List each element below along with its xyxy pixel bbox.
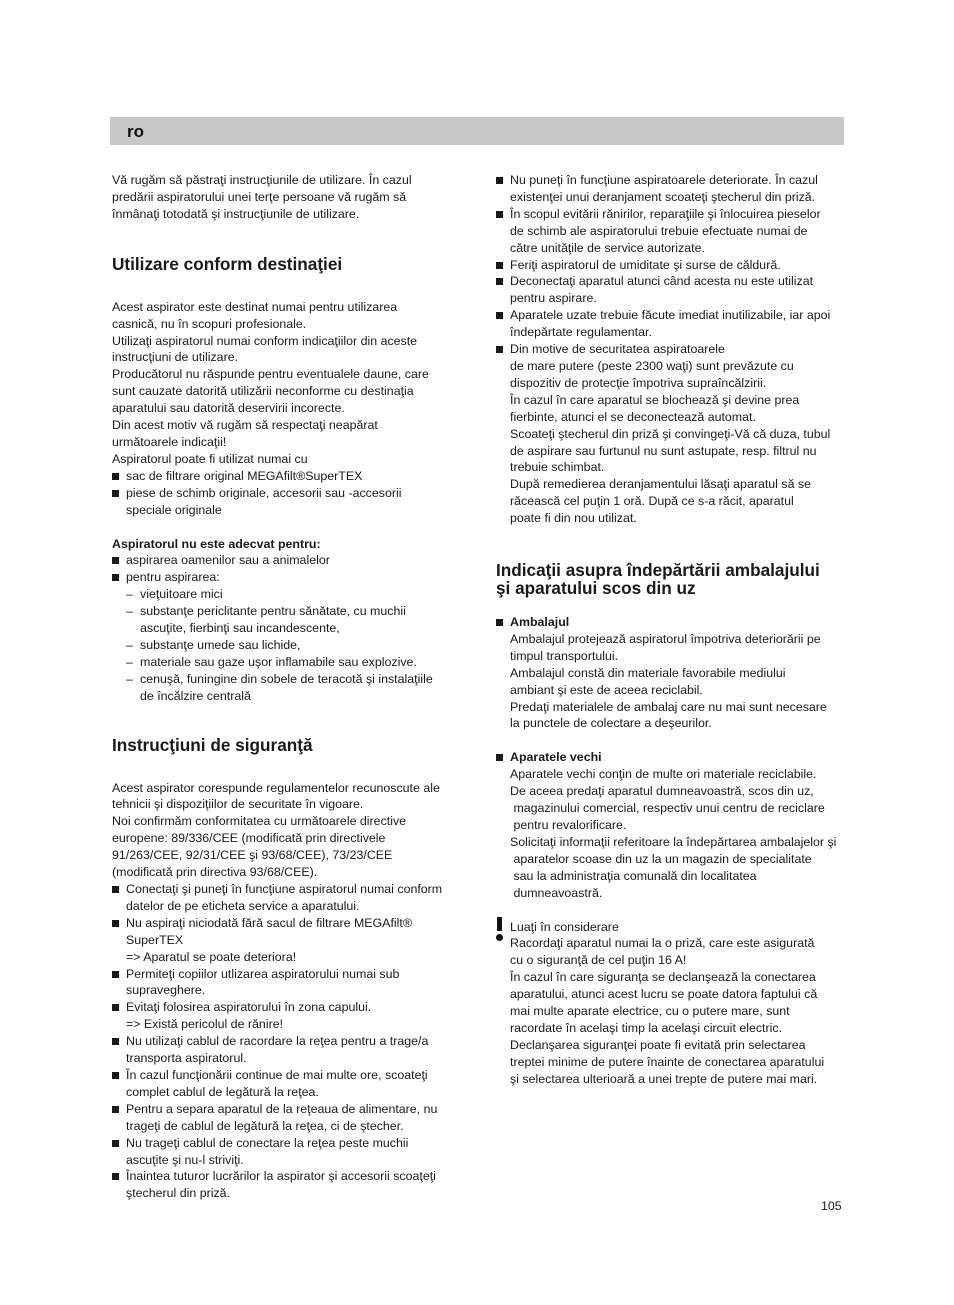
text-line: Noi confirmăm conformitatea cu următoarele directive — [112, 814, 407, 829]
text-line: dispozitiv de protecţie împotriva supraîncălzirii. — [510, 375, 767, 390]
sub-list-item: – substanţe umede sau lichide, — [112, 637, 462, 654]
safety-heading: Instrucţiuni de siguranţă — [112, 734, 313, 755]
list-item — [112, 915, 462, 966]
text-line: înmânaţi totodată şi instrucţiunile de utilizare. — [112, 206, 360, 221]
text-line: cu o siguranţă de cel puţin 16 A! — [510, 953, 687, 968]
text-line: racordate în acelaşi timp la acelaşi circuit electric. — [510, 1020, 783, 1035]
language-code: ro — [127, 122, 144, 141]
text-line: vieţuitoare mici — [140, 587, 223, 602]
text-line: ambiant şi este de aceea reciclabil. — [510, 682, 703, 697]
page-number: 105 — [821, 1199, 842, 1213]
text-line: pentru revalorificare. — [510, 818, 627, 832]
text-line: => Există pericolul de rănire! — [126, 1017, 284, 1032]
text-line: De aceea predaţi aparatul dumneavoastră, scos din uz, — [510, 784, 814, 799]
text-line: supraveghere. — [126, 983, 206, 998]
text-line: la punctele de colectare a deşeurilor. — [510, 716, 712, 731]
old-appliances-paragraph — [496, 766, 844, 901]
list-item — [112, 1168, 462, 1202]
text-line: Evitaţi folosirea aspiratorului în zona capului. — [126, 1000, 372, 1015]
list-item — [496, 341, 844, 527]
text-line: aparatului, atunci acest lucru se poate datora faptului că — [510, 987, 818, 1002]
list-item — [112, 881, 462, 915]
text-line: Acest aspirator corespunde regulamentelor recunoscute ale — [112, 780, 440, 795]
text-line: sunt cauzate datorită utilizării neconforme cu destinaţia — [112, 384, 414, 399]
list-item — [496, 307, 844, 341]
text-line: răcească cel puţin 1 oră. După ce s-a răcit, aparatul — [510, 494, 794, 509]
text-line: Feriţi aspiratorul de umiditate şi surse de căldură. — [510, 257, 781, 272]
warning-exclamation-icon — [496, 917, 504, 943]
text-line: Racordaţi aparatul numai la o priză, care este asigurată — [510, 936, 815, 951]
text-line: europene: 89/336/CEE (modificată prin directivele — [112, 831, 386, 846]
text-line: În cazul funcţionării continue de mai multe ore, scoateţi — [126, 1067, 428, 1082]
text-line: materiale sau gaze uşor inflamabile sau explozive. — [140, 654, 417, 669]
text-line: 91/263/CEE, 92/31/CEE şi 93/68/CEE), 73/23/CEE — [112, 848, 393, 863]
sub-list-item: – substanţe periclitante pentru sănătate, cu muchii ascuţite, fierbinţi sau incandescente, — [112, 603, 462, 637]
text-line: existenţei unui deranjament scoateţi ştecherul din priză. — [510, 189, 816, 204]
text-line: substanţe periclitante pentru sănătate, cu muchii — [140, 604, 406, 619]
note-heading: Luaţi în considerare — [510, 919, 619, 934]
text-line: Scoateţi ştecherul din priză şi convingeţi-Vă că duza, tubul — [510, 426, 831, 441]
usage-heading: Utilizare conform destinaţiei — [112, 253, 343, 274]
list-item — [112, 1101, 462, 1135]
text-line: Solicitaţi informaţii referitoare la îndepărtarea ambalajelor şi — [510, 834, 837, 849]
disposal-heading — [496, 561, 844, 597]
list-item — [496, 206, 844, 257]
old-appliances-heading: Aparatele vechi — [496, 749, 844, 766]
text-line: transporta aspiratorul. — [126, 1051, 247, 1066]
text-line: aparatelor scoase din uz la un magazin de specialitate — [510, 851, 812, 866]
text-line: Nu puneţi în funcţiune aspiratoarele deteriorate. În cazul — [510, 173, 818, 187]
list-item — [112, 1067, 462, 1101]
list-item — [112, 468, 462, 485]
text-line: Aparatele vechi conţin de multe ori materiale reciclabile. — [510, 767, 817, 782]
text-line: Ambalajul protejează aspiratorul împotriva deteriorării pe — [510, 631, 821, 646]
text-line: ascuţite, fierbinţi sau incandescente, — [140, 621, 340, 636]
text-line: În cazul în care aparatul se blochează şi devine prea — [510, 392, 800, 407]
text-line: aspirarea oamenilor sau a animalelor — [126, 553, 330, 568]
left-column — [112, 172, 462, 1202]
text-line: În cazul în care siguranţa se declanşează la conectarea — [510, 970, 816, 985]
packaging-paragraph — [496, 631, 844, 732]
text-line: casnică, nu în scopuri profesionale. — [112, 316, 307, 331]
text-line: trageţi de cablul de legătură la reţea, ci de ştecher. — [126, 1118, 404, 1133]
sub-list-item: – vieţuitoare mici — [112, 586, 462, 603]
text-line: predării aspiratorului unei terţe persoane vă rugăm să — [112, 189, 407, 204]
language-header-bar — [110, 117, 844, 145]
text-line: Aparatele uzate trebuie făcute imediat inutilizabile, iar apoi — [510, 308, 831, 323]
text-line: piese de schimb originale, accesorii sau -accesorii — [126, 485, 402, 500]
list-item — [496, 273, 844, 307]
text-line: de încălzire centrală — [140, 688, 251, 703]
right-column — [496, 172, 844, 1088]
note-block — [496, 919, 844, 1088]
text-line: sac de filtrare original MEGAfilt®SuperTEX — [126, 468, 363, 483]
text-line: Nu utilizaţi cablul de racordare la reţea pentru a trage/a — [126, 1034, 429, 1049]
text-line: SuperTEX — [126, 932, 184, 947]
text-line: către unităţile de service autorizate. — [510, 240, 705, 255]
text-line: speciale originale — [126, 502, 222, 517]
text-line: şi selectarea ulterioară a unei trepte de putere mai mari. — [510, 1071, 818, 1086]
list-item — [496, 172, 844, 206]
text-line: de schimb ale aspiratorului trebuie efectuate numai de — [510, 223, 808, 238]
text-line: Acest aspirator este destinat numai pentru utilizarea — [112, 299, 398, 314]
text-line: pentru aspirare. — [510, 291, 597, 306]
text-line: Deconectaţi aparatul atunci când acesta nu este utilizat — [510, 274, 814, 289]
sub-list-item: – materiale sau gaze uşor inflamabile sau explozive. — [112, 654, 462, 671]
text-line: Utilizaţi aspiratorul numai conform indicaţiilor din aceste — [112, 333, 418, 348]
text-line: Ambalajul constă din materiale favorabile mediului — [510, 665, 786, 680]
text-line: trebuie schimbat. — [510, 460, 605, 475]
text-line: instrucţiuni de utilizare. — [112, 350, 239, 365]
text-line: substanţe umede sau lichide, — [140, 637, 301, 652]
text-line: de aspirare sau furtunul nu sunt astupate, resp. filtrul nu — [510, 443, 817, 458]
heading-line: şi aparatului scos din uz — [496, 578, 696, 599]
list-item — [112, 569, 462, 586]
list-item — [112, 552, 462, 569]
text-line: După remedierea deranjamentului lăsaţi aparatul să se — [510, 477, 811, 492]
safety-paragraph — [112, 780, 462, 881]
text-line: Pentru a separa aparatul de la reţeaua de alimentare, nu — [126, 1101, 438, 1116]
text-line: timpul transportului. — [510, 648, 619, 663]
text-line: pentru aspirarea: — [126, 570, 220, 585]
text-line: poate fi din nou utilizat. — [510, 511, 637, 526]
text-line: ştecherul din priză. — [126, 1186, 230, 1201]
text-line: Vă rugăm să păstraţi instrucţiunile de utilizare. În cazul — [112, 173, 412, 187]
text-line: îndepărtate regulamentar. — [510, 325, 652, 340]
text-line: Aspiratorul poate fi utilizat numai cu — [112, 451, 308, 466]
text-line: de mare putere (peste 2300 waţi) sunt prevăzute cu — [510, 358, 794, 373]
text-line: Înaintea tuturor lucrărilor la aspirator şi accesorii scoaţeţi — [126, 1169, 436, 1184]
text-line: Nu trageţi cablul de conectare la reţea peste muchii — [126, 1135, 409, 1150]
text-line: magazinului comercial, respectiv unui centru de reciclare — [510, 801, 825, 816]
list-item — [112, 966, 462, 1000]
text-line: Producătorul nu răspunde pentru eventualele daune, care — [112, 367, 429, 382]
heading-line: Indicaţii asupra îndepărtării ambalajului — [496, 560, 820, 581]
text-line: următoarele indicaţii! — [112, 434, 227, 449]
text-line: datelor de pe eticheta service a aparatului. — [126, 898, 360, 913]
text-line: Nu aspiraţi niciodată fără sacul de filtrare MEGAfilt® — [126, 915, 412, 930]
text-line: În scopul evitării rănirilor, reparaţiile şi înlocuirea pieselor — [510, 206, 821, 221]
text-line: Predaţi materialele de ambalaj care nu mai sunt necesare — [510, 699, 827, 714]
text-line: complet cablul de legătură la reţea. — [126, 1084, 319, 1099]
list-item — [112, 1033, 462, 1067]
text-line: treptei minime de putere înainte de conectarea aparatului — [510, 1054, 825, 1069]
text-line: dumneavoastră. — [510, 885, 603, 900]
text-line: Permiteţi copiilor utlizarea aspiratorului numai sub — [126, 966, 400, 981]
list-item — [112, 1135, 462, 1169]
text-line: Declanşarea siguranţei poate fi evitată prin selectarea — [510, 1037, 806, 1052]
text-line: fierbinte, atunci el se deconectează automat. — [510, 409, 756, 424]
intro-paragraph — [112, 172, 462, 223]
text-line: aparatului sau datorită deservirii incorecte. — [112, 401, 345, 416]
list-item — [496, 257, 844, 274]
text-line: mai multe aparate electrice, cu o putere mare, sunt — [510, 1004, 790, 1019]
text-line: => Aparatul se poate deteriora! — [126, 949, 297, 964]
text-line: Conectaţi şi puneţi în funcţiune aspiratorul numai conform — [126, 882, 443, 896]
text-line: (modificată prin directiva 93/68/CEE). — [112, 865, 318, 880]
text-line: cenuşă, funingine din sobele de teracotă şi instalaţiile — [140, 671, 433, 686]
sub-list-item: – cenuşă, funingine din sobele de teracotă şi instalaţiile de încălzire centrală — [112, 671, 462, 705]
list-item — [112, 999, 462, 1033]
text-line: Din acest motiv vă rugăm să respectaţi neapărat — [112, 418, 378, 433]
packaging-heading: Ambalajul — [496, 614, 844, 631]
text-line: tehnicii şi dispoziţiilor de securitate în vigoare. — [112, 797, 364, 812]
text-line: sau la administraţia comunală din localitatea — [510, 868, 757, 883]
text-line: Din motive de securitatea aspiratoarele — [510, 342, 725, 357]
usage-paragraph — [112, 299, 462, 468]
list-item — [112, 485, 462, 519]
text-line: ascuţite şi nu-l striviţi. — [126, 1152, 244, 1167]
unsuitable-heading: Aspiratorul nu este adecvat pentru: — [112, 536, 321, 551]
